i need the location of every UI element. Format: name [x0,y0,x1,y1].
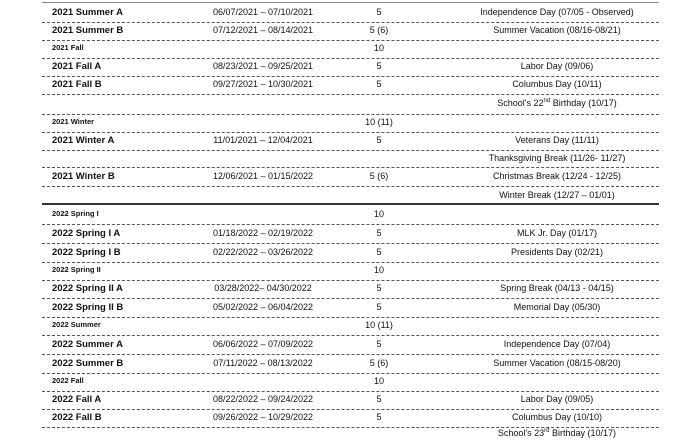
table-row [42,280,659,299]
holiday-note: Columbus Day (10/11) [512,79,602,89]
term-label: 2022 Spring I [52,209,99,218]
table-row [42,22,659,41]
table-row [42,58,659,77]
table-row [42,354,659,374]
table-row [42,224,659,244]
holiday-note: Presidents Day (02/21) [510,247,604,257]
term-label: 2022 Summer B [52,358,124,369]
table-row [42,373,659,392]
holiday-note: Veterans Day (11/11) [515,135,599,145]
date-range: 09/27/2021 – 10/30/2021 [212,79,314,89]
term-label: 2022 Spring II [52,265,101,274]
holiday-note: School's 22nd Birthday (10/17) [497,98,617,108]
table-row [42,150,659,168]
weeks-count: 5 (6) [369,25,389,35]
term-label: 2022 Spring II A [52,283,123,294]
date-range: 07/12/2021 – 08/14/2021 [212,25,314,35]
term-label: 2022 Spring I B [52,247,121,258]
holiday-note: Independence Day (07/05 - Observed) [480,7,634,17]
date-range: 06/06/2022 – 07/09/2022 [212,339,314,349]
term-label: 2022 Summer A [52,339,123,350]
term-label: 2021 Winter [52,117,95,126]
date-range: 08/23/2021 – 09/25/2021 [212,61,314,71]
term-label: 2022 Spring II B [52,302,124,313]
weeks-count: 5 [376,79,382,89]
weeks-count: 10 (11) [365,117,393,127]
weeks-count: 5 (6) [369,358,389,368]
term-label: 2021 Fall A [52,61,102,72]
term-label: 2022 Fall [52,376,84,385]
holiday-note: MLK Jr. Day (01/17) [516,228,598,238]
table-row [42,391,659,410]
table-row [42,76,659,95]
holiday-note: Memorial Day (05/30) [513,302,601,312]
table-row [42,132,659,151]
weeks-count: 10 [373,209,384,219]
weeks-count: 10 (11) [365,320,393,330]
holiday-note: Independence Day (07/04) [503,339,611,349]
table-row [42,206,659,225]
weeks-count: 5 [376,339,382,349]
table-row [42,94,659,115]
holiday-note: Summer Vacation (08/15-08/20) [493,358,621,368]
term-label: 2021 Winter A [52,135,115,146]
table-row [42,262,659,281]
term-label: 2022 Spring I A [52,228,121,239]
holiday-note: School's 23rd Birthday (10/17) [497,428,617,438]
date-range: 11/01/2021 – 12/04/2021 [213,135,313,145]
date-range: 01/18/2022 – 02/19/2022 [212,228,314,238]
term-label: 2022 Fall B [52,412,102,423]
weeks-count: 5 [376,283,382,293]
holiday-note: Labor Day (09/05) [520,394,594,404]
year-divider [42,203,659,205]
weeks-count: 5 (6) [369,171,389,181]
table-row [42,40,659,59]
table-top-border [42,2,659,3]
table-row [42,427,659,441]
date-range: 08/22/2022 – 09/24/2022 [212,394,314,404]
weeks-count: 10 [373,376,384,386]
date-range: 06/07/2021 – 07/10/2021 [212,7,314,17]
weeks-count: 5 [376,228,382,238]
weeks-count: 5 [376,61,382,71]
holiday-note: Christmas Break (12/24 - 12/25) [492,171,622,181]
term-label: 2022 Summer [52,320,101,329]
date-range: 09/26/2022 – 10/29/2022 [212,412,314,422]
table-row [42,4,659,23]
weeks-count: 5 [376,7,382,17]
holiday-note: Summer Vacation (08/16-08/21) [493,25,621,35]
holiday-note: Columbus Day (10/10) [511,412,603,422]
weeks-count: 10 [373,265,384,275]
weeks-count: 5 [376,135,382,145]
holiday-note: Winter Break (12/27 – 01/01) [499,190,615,200]
holiday-note: Thanksgiving Break (11/26- 11/27) [488,153,626,163]
term-label: 2021 Winter B [52,171,115,182]
table-row [42,335,659,355]
date-range: 12/06/2021 – 01/15/2022 [212,171,314,181]
holiday-note: Spring Break (04/13 - 04/15) [500,283,614,293]
term-label: 2021 Summer B [52,25,124,36]
date-range: 05/02/2022 – 06/04/2022 [212,302,314,312]
date-range: 03/28/2022– 04/30/2022 [214,283,312,293]
table-row [42,243,659,263]
holiday-note: Labor Day (09/06) [520,61,594,71]
table-row [42,298,659,318]
table-row [42,114,659,133]
table-row [42,167,659,187]
weeks-count: 5 [376,302,382,312]
date-range: 07/11/2022 – 08/13/2022 [213,358,313,368]
term-label: 2021 Fall B [52,79,102,90]
term-label: 2021 Summer A [52,7,123,18]
weeks-count: 5 [376,394,382,404]
table-row [42,409,659,428]
date-range: 02/22/2022 – 03/26/2022 [212,247,314,257]
table-row [42,317,659,336]
weeks-count: 10 [373,43,384,53]
weeks-count: 5 [376,412,382,422]
term-label: 2022 Fall A [52,394,102,405]
term-label: 2021 Fall [52,43,84,52]
weeks-count: 5 [376,247,382,257]
